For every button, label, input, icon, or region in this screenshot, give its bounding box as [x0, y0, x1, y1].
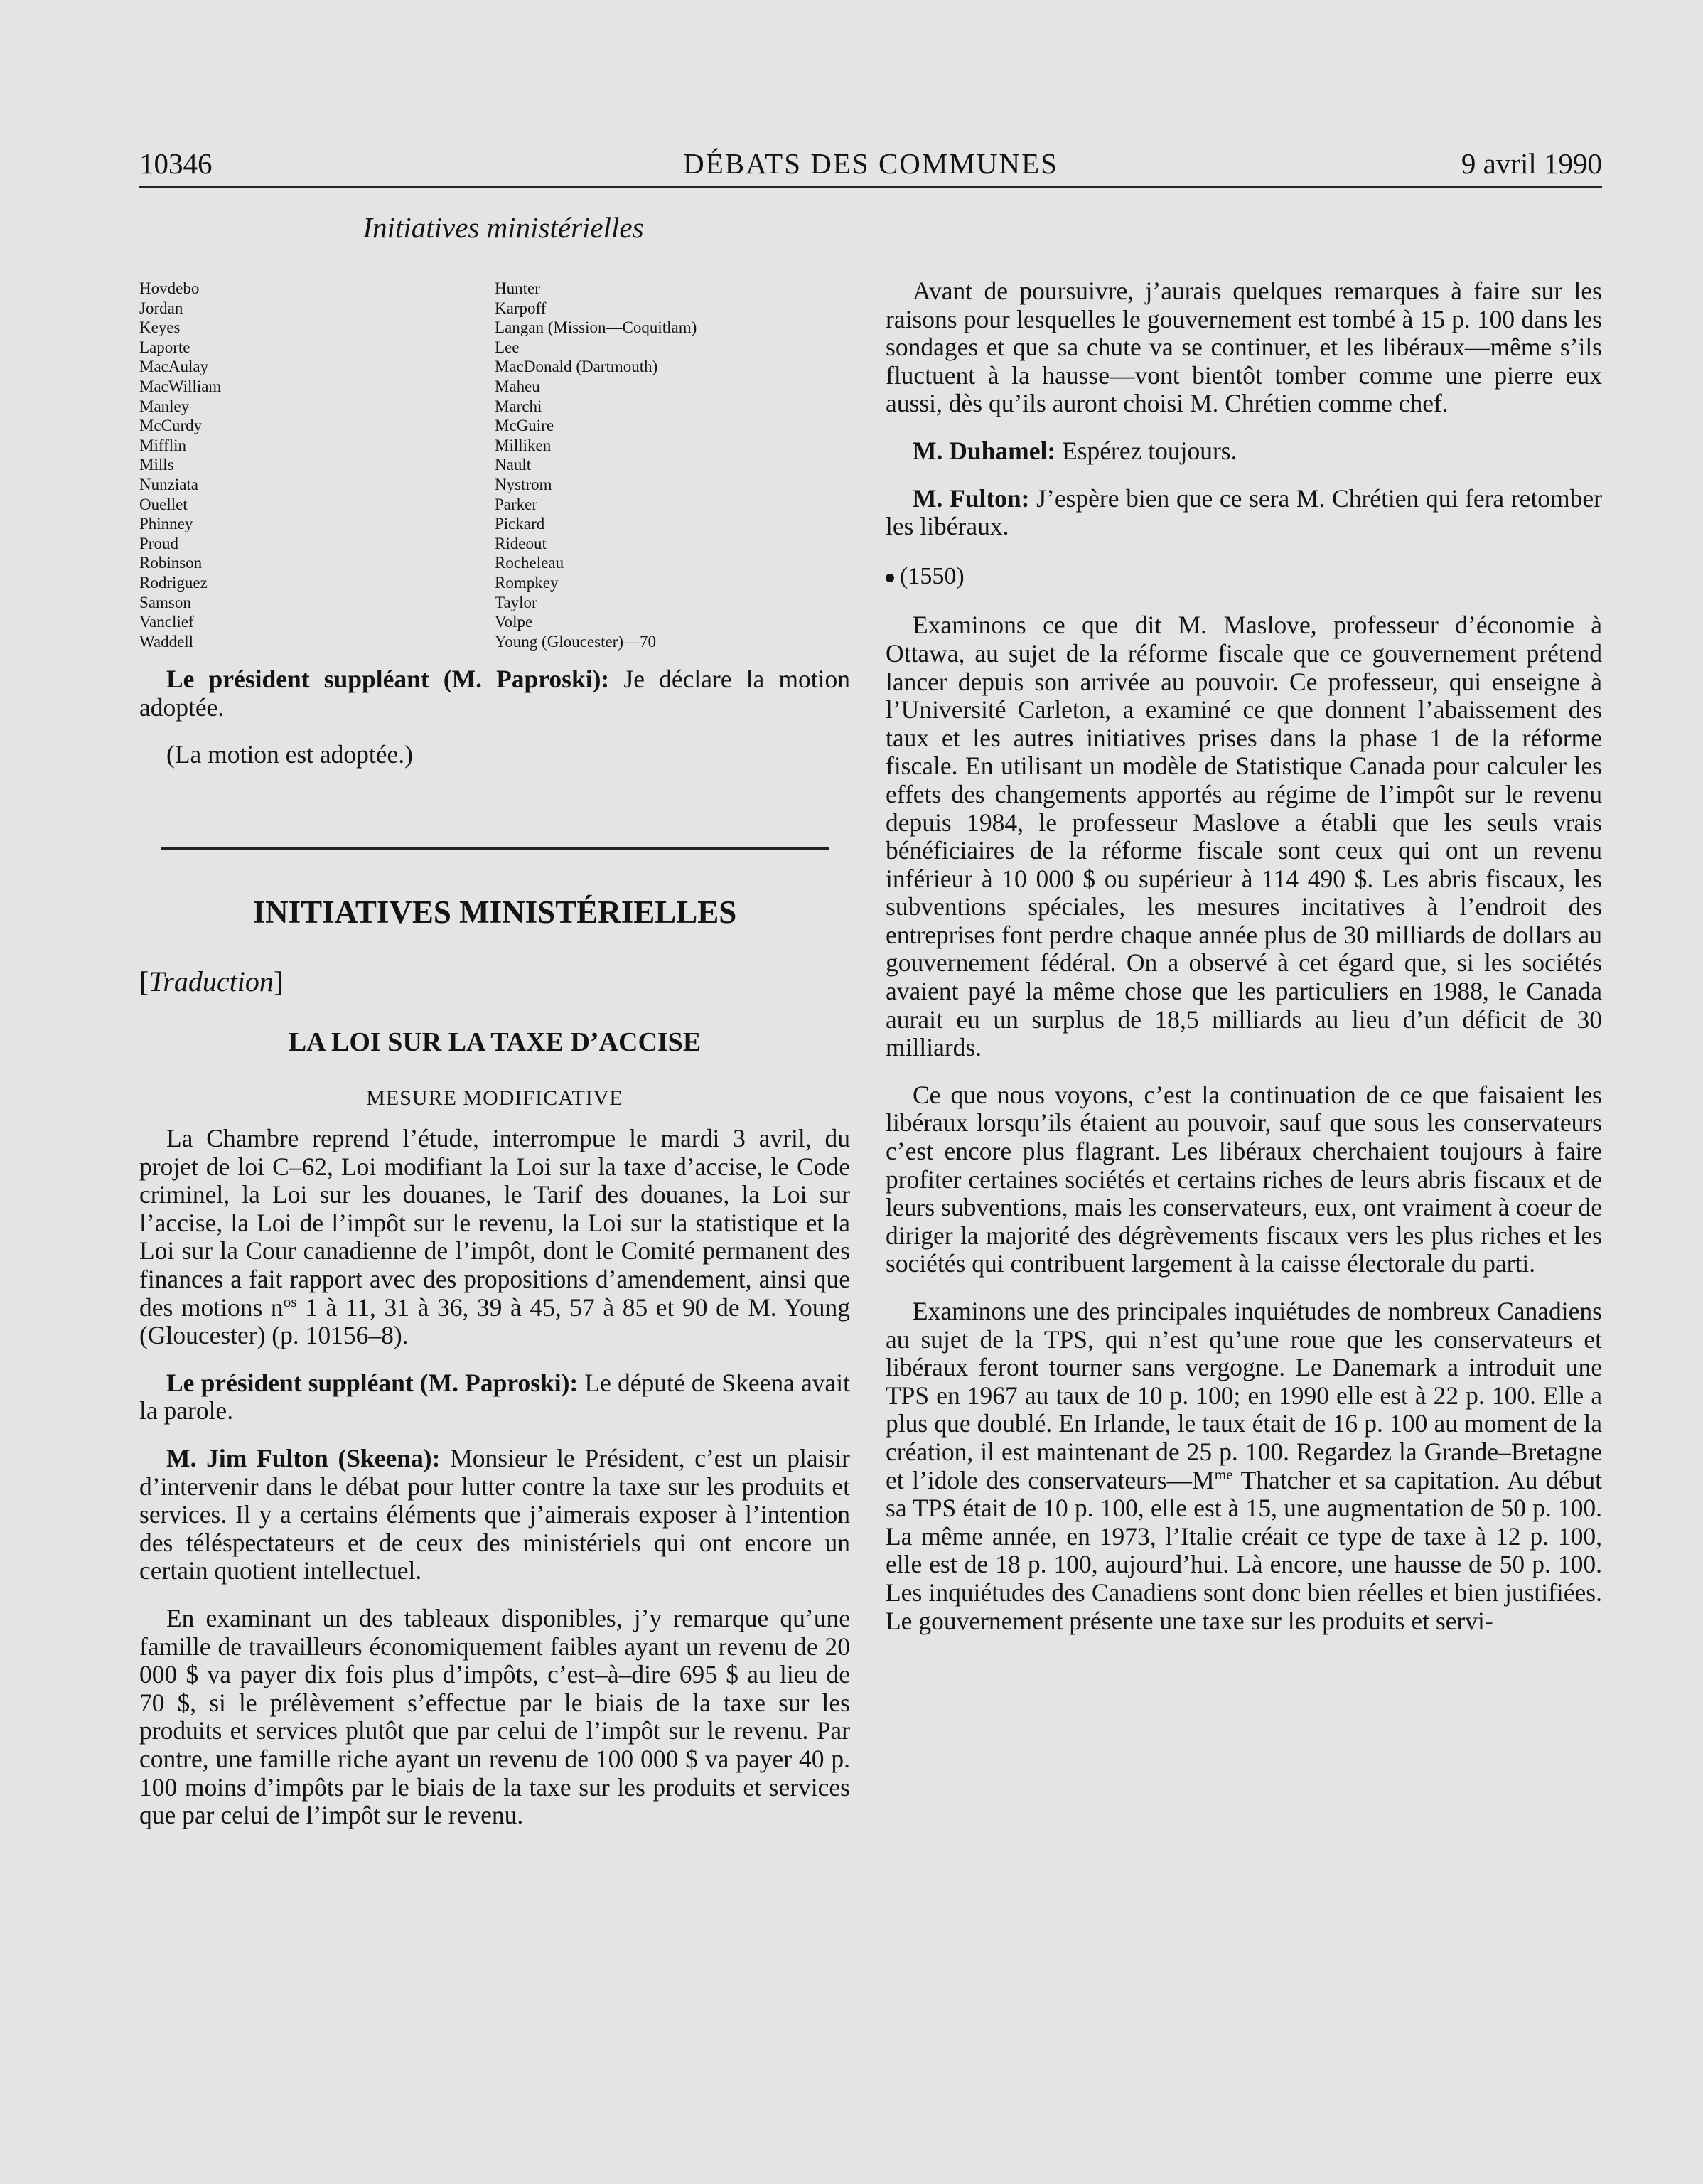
paragraph-text: Thatcher et sa capitation. Au début sa TPS était de 10 p. 100, elle est à 15, une augmentation de 50 p. 100. La même année, en 1973, l’Italie créait ce type de taxe à 12 p. 100, elle est de 18 p. 100, aujourd’hui. Là encore, une hausse de 50 p. 100. Les inquiétudes des Canadiens sont donc bien réelles et bien justifiées. Le gouvernement présente une taxe sur les produits et servi- [886, 1465, 1602, 1635]
vote-name: Hovdebo [139, 279, 200, 297]
vote-name: Volpe [495, 613, 533, 631]
paragraph-fulton-reply [886, 485, 1602, 541]
vote-name: Vanclief [139, 613, 194, 631]
vote-names-column-2 [495, 279, 850, 651]
page-header [139, 145, 1602, 188]
vote-name: Rocheleau [495, 554, 564, 572]
vote-name: Mifflin [139, 436, 187, 454]
vote-name: Hunter [495, 279, 540, 297]
vote-name: Samson [139, 593, 191, 611]
vote-name: Proud [139, 534, 178, 552]
bullet-icon [886, 574, 894, 582]
vote-name: Nault [495, 456, 532, 474]
vote-name: Taylor [495, 593, 537, 611]
vote-name: Langan (Mission—Coquitlam) [495, 318, 697, 337]
superscript: me [1214, 1465, 1233, 1483]
timestamp-text: (1550) [900, 562, 965, 589]
timestamp [886, 562, 1602, 591]
vote-name: Maheu [495, 377, 540, 395]
vote-name: Rodriguez [139, 573, 208, 592]
page-date: 9 avril 1990 [1461, 147, 1602, 180]
vote-name: Robinson [139, 554, 203, 572]
vote-name: Lee [495, 338, 520, 356]
section-divider [161, 847, 829, 850]
vote-name: Waddell [139, 632, 194, 651]
vote-name: Karpoff [495, 299, 547, 317]
bill-title: LA LOI SUR LA TAXE D’ACCISE [288, 1027, 702, 1058]
vote-name: Rompkey [495, 573, 559, 592]
left-column [139, 210, 850, 1830]
paragraph-bill-resume [139, 1125, 850, 1350]
speaker-name: M. Fulton: [913, 483, 1030, 513]
paragraph-speaker-floor [139, 1369, 850, 1425]
section-title: INITIATIVES MINISTÉRIELLES [252, 894, 737, 931]
translation-word: Traduction [149, 965, 274, 998]
vote-name: Nunziata [139, 475, 199, 493]
section-subheading: Initiatives ministérielles [362, 211, 644, 244]
vote-names-list [139, 279, 850, 651]
paragraph-motion-adopted [139, 665, 850, 722]
vote-name: Manley [139, 397, 190, 415]
bracket-close: ] [273, 965, 284, 998]
translation-note [139, 965, 850, 998]
speaker-name: Le président suppléant (M. Paproski): [166, 1368, 579, 1397]
paragraph-text: Examinons une des principales inquiétudes de nombreux Canadiens au sujet de la TPS, qui n’est qu’une roue que les conservateurs et libéraux feront tourner sans vergogne. Le Danemark a introduit une TPS en 1967 au taux de 10 p. 100; en 1990 elle est à 22 p. 100. Elle a plus que doublé. En Irlande, le taux était de 16 p. 100 au moment de la création, il est maintenant de 25 p. 100. Regardez la Grande–Bretagne et l’idole des conservateurs—M [886, 1297, 1602, 1494]
page-number: 10346 [139, 147, 213, 180]
vote-name: McCurdy [139, 417, 203, 435]
vote-name: Nystrom [495, 475, 552, 493]
vote-name: Marchi [495, 397, 542, 415]
superscript: os [283, 1292, 297, 1310]
vote-name: Ouellet [139, 495, 188, 513]
vote-name: Parker [495, 495, 538, 513]
journal-title: DÉBATS DES COMMUNES [683, 147, 1058, 180]
paragraph-polls: Avant de poursuivre, j’aurais quelques remarques à faire sur les raisons pour lesquelles le gouvernement est tombé à 15 p. 100 dans les sondages et que sa chute va se continuer, et les libéraux—même s’ils fluctuent à la hausse—vont bientôt tomber comme une pierre eux aussi, dès qu’ils auront choisi M. Chrétien comme chef. [886, 277, 1602, 418]
paragraph-text: La Chambre reprend l’étude, interrompue le mardi 3 avril, du projet de loi C–62, Loi modifiant la Loi sur la taxe d’accise, le Code criminel, la Loi sur les douanes, le Tarif des douanes, la Loi sur l’accise, la Loi de l’impôt sur le revenu, la Loi sur la statistique et la Loi sur la Cour canadienne de l’impôt, dont le Comité permanent des finances a fait rapport avec des propositions d’amendement, ainsi que des motions n [139, 1124, 850, 1322]
paragraph-text: 1 à 11, 31 à 36, 39 à 45, 57 à 85 et 90 de M. Young (Gloucester) (p. 10156–8). [139, 1292, 850, 1350]
paragraph-maslove: Examinons ce que dit M. Maslove, professeur d’économie à Ottawa, au sujet de la réforme fiscale que ce gouvernement prétend lancer depuis son arrivée au pouvoir. Ce professeur, qui enseigne à l’Université Carleton, a examiné ce que donnent l’abaissement des taux et les autres initiatives prises dans la phase 1 de la réforme fiscale. En utilisant un modèle de Statistique Canada pour calculer les effets des changements apportés au régime de l’impôt sur le revenu depuis 1984, le professeur Maslove a établi que les seuls vrais bénéficiaires de la réforme fiscale sont ceux qui ont un revenu inférieur à 10 000 $ ou supérieur à 114 490 $. Les abris fiscaux, les subventions spéciales, les mesures incitatives à l’endroit des entreprises font perdre chaque année plus de 30 milliards de dollars au gouvernement fédéral. On a observé à cet égard que, si les sociétés avaient payé la même chose que les particuliers en 1988, le Canada aurait eu un surplus de 18,5 milliards au lieu d’un déficit de 30 milliards. [886, 611, 1602, 1062]
vote-name: Laporte [139, 338, 190, 356]
bill-subtitle: MESURE MODIFICATIVE [366, 1086, 623, 1110]
vote-name: Young (Gloucester)—70 [495, 632, 657, 651]
speaker-name: M. Jim Fulton (Skeena): [166, 1444, 441, 1472]
vote-name: Jordan [139, 299, 183, 317]
paragraph-text: Monsieur le Président, c’est un plaisir d’intervenir dans le débat pour lutter contre la taxe sur les produits et services. Il y a certains éléments que j’aimerais exposer à l’intention des téléspectateurs et de ceux des ministériels qui ont encore un certain quotient intellectuel. [139, 1444, 850, 1585]
paragraph-text: Je déclare la motion adoptée. [139, 665, 850, 722]
vote-name: Mills [139, 456, 174, 474]
speaker-name: Le président suppléant (M. Paproski): [166, 665, 610, 694]
vote-name: MacDonald (Dartmouth) [495, 358, 658, 376]
paragraph-text: J’espère bien que ce sera M. Chrétien qui fera retomber les libéraux. [886, 483, 1602, 541]
paragraph-duhamel [886, 437, 1602, 466]
paragraph-motion-result: (La motion est adoptée.) [166, 740, 413, 769]
vote-names-column-1 [139, 279, 495, 651]
paragraph-text: Espérez toujours. [1055, 436, 1237, 465]
paragraph-liberals: Ce que nous voyons, c’est la continuation de ce que faisaient les libéraux lorsqu’ils étaient au pouvoir, sauf que sous les conservateurs c’est encore plus flagrant. Les libéraux cherchaient toujours à faire profiter certaines sociétés et certains riches de leurs abris fiscaux et de leurs subventions, mais les conservateurs, eux, ont vraiment à coeur de diriger la majorité des dégrèvements fiscaux vers les plus riches et les sociétés qui contribuent largement à la caisse électorale du parti. [886, 1080, 1602, 1278]
paragraph-text: Le député de Skeena avait la parole. [139, 1368, 851, 1425]
right-column [886, 277, 1602, 1635]
vote-name: MacWilliam [139, 377, 222, 395]
vote-name: Pickard [495, 515, 545, 533]
vote-name: Milliken [495, 436, 552, 454]
paragraph-tps-concerns [886, 1297, 1602, 1635]
vote-name: Phinney [139, 515, 193, 533]
vote-name: MacAulay [139, 358, 209, 376]
vote-name: Rideout [495, 534, 547, 552]
bracket-open: [ [139, 965, 149, 998]
speaker-name: M. Duhamel: [913, 436, 1056, 465]
vote-name: Keyes [139, 318, 181, 337]
paragraph-tax-tables: En examinant un des tableaux disponibles, j’y remarque qu’une famille de travailleurs économiquement faibles ayant un revenu de 20 000 $ va payer dix fois plus d’impôts, c’est–à–dire 695 $ au lieu de 70 $, si le prélèvement s’effectue par le biais de la taxe sur les produits et services plutôt que par celui de l’impôt sur le revenu. Par contre, une famille riche ayant un revenu de 100 000 $ va payer 40 p. 100 moins d’impôts par le biais de la taxe sur les produits et services que par celui de l’impôt sur le revenu. [139, 1603, 850, 1830]
paragraph-fulton-opening [139, 1445, 850, 1585]
vote-name: McGuire [495, 417, 554, 435]
